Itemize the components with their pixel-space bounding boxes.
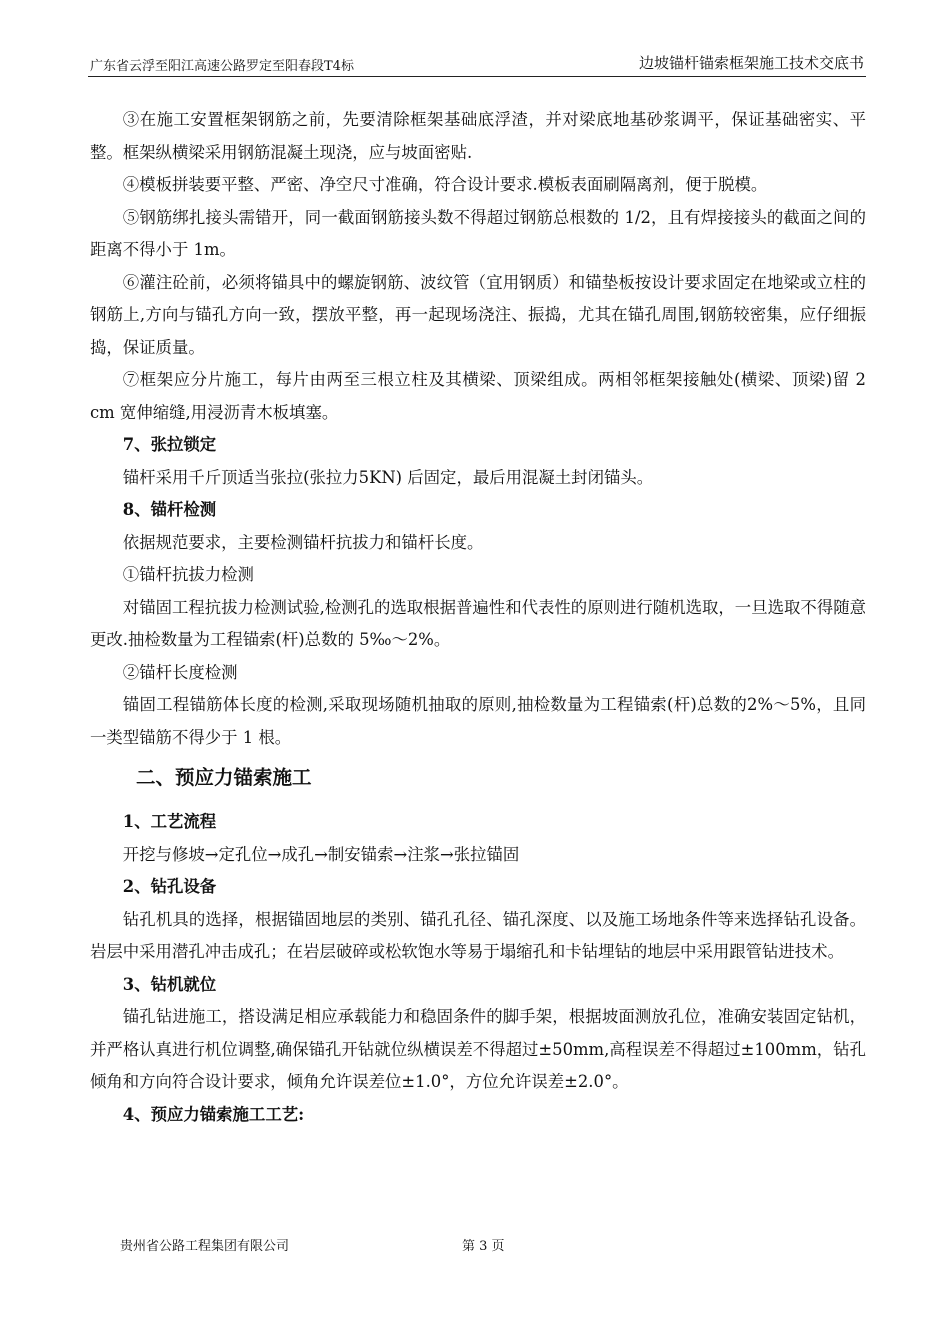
subheading-drilling-equipment: 2、钻孔设备 bbox=[122, 877, 217, 896]
subheading-anchor-testing: 8、锚杆检测 bbox=[122, 500, 217, 519]
header-document-title: 边坡锚杆锚索框架施工技术交底书 bbox=[638, 54, 864, 72]
footer-company: 贵州省公路工程集团有限公司 bbox=[120, 1239, 290, 1254]
subheading-prestressed-process: 4、预应力锚索施工工艺: bbox=[122, 1104, 305, 1124]
document-body bbox=[90, 104, 866, 1131]
paragraph: 锚固工程锚筋体长度的检测,采取现场随机抽取的原则,抽检数量为工程锚索(杆)总数的2%～5%，且同一类型锚筋不得少于 1 根。 bbox=[90, 695, 866, 747]
paragraph: 锚杆采用千斤顶适当张拉(张拉力5KN) 后固定，最后用混凝土封闭锚头。 bbox=[122, 467, 654, 487]
page-header bbox=[88, 50, 866, 77]
paragraph: ⑥灌注砼前，必须将锚具中的螺旋钢筋、波纹管（宜用钢质）和锚垫板按设计要求固定在地梁或立柱的钢筋上,方向与锚孔方向一致，摆放平整，再一起现场浇注、振捣，尤其在锚孔周围,钢筋较密集，应仔细振捣，保证质量。 bbox=[90, 272, 866, 357]
paragraph: 开挖与修坡→定孔位→成孔→制安锚索→注浆→张拉锚固 bbox=[122, 844, 520, 864]
paragraph: 锚孔钻进施工，搭设满足相应承载能力和稳固条件的脚手架，根据坡面测放孔位，准确安装固定钻机，并严格认真进行机位调整,确保锚孔开钻就位纵横误差不得超过±50mm,高程误差不得超过±100mm，钻孔倾角和方向符合设计要求，倾角允许误差位±1.0°，方位允许误差±2.0°。 bbox=[90, 1007, 866, 1091]
paragraph: ④模板拼装要平整、严密、净空尺寸准确，符合设计要求.模板表面刷隔离剂，便于脱模。 bbox=[122, 175, 768, 194]
paragraph: ②锚杆长度检测 bbox=[122, 662, 238, 682]
page-number: 第 3 页 bbox=[462, 1239, 505, 1254]
paragraph: 钻孔机具的选择，根据锚固地层的类别、锚孔孔径、锚孔深度、以及施工场地条件等来选择钻孔设备。岩层中采用潜孔冲击成孔；在岩层破碎或松软饱水等易于塌缩孔和卡钻埋钻的地层中采用跟管钻进技术。 bbox=[90, 909, 866, 961]
paragraph: ⑤钢筋绑扎接头需错开，同一截面钢筋接头数不得超过钢筋总根数的 1/2，且有焊接接头的截面之间的距离不得小于 1m。 bbox=[90, 207, 866, 259]
paragraph: 依据规范要求，主要检测锚杆抗拔力和锚杆长度。 bbox=[122, 532, 484, 552]
subheading-drill-positioning: 3、钻机就位 bbox=[122, 974, 217, 994]
section-heading: 二、预应力锚索施工 bbox=[136, 766, 312, 789]
paragraph: ①锚杆抗拔力检测 bbox=[122, 565, 254, 584]
subheading-tension-lock: 7、张拉锁定 bbox=[122, 435, 217, 454]
paragraph: ③在施工安置框架钢筋之前，先要清除框架基础底浮渣，并对梁底地基砂浆调平，保证基础密实、平整。框架纵横梁采用钢筋混凝土现浇，应与坡面密贴. bbox=[90, 110, 866, 162]
paragraph: 对锚固工程抗拔力检测试验,检测孔的选取根据普遍性和代表性的原则进行随机选取，一旦选取不得随意更改.抽检数量为工程锚索(杆)总数的 5‰～2%。 bbox=[90, 597, 866, 649]
header-project-name: 广东省云浮至阳江高速公路罗定至阳春段T4标 bbox=[90, 59, 354, 74]
subheading-process-flow: 1、工艺流程 bbox=[122, 812, 217, 831]
paragraph: ⑦框架应分片施工，每片由两至三根立柱及其横梁、顶梁组成。两相邻框架接触处(横梁、顶梁)留 2 cm 宽伸缩缝,用浸沥青木板填塞。 bbox=[90, 370, 866, 422]
